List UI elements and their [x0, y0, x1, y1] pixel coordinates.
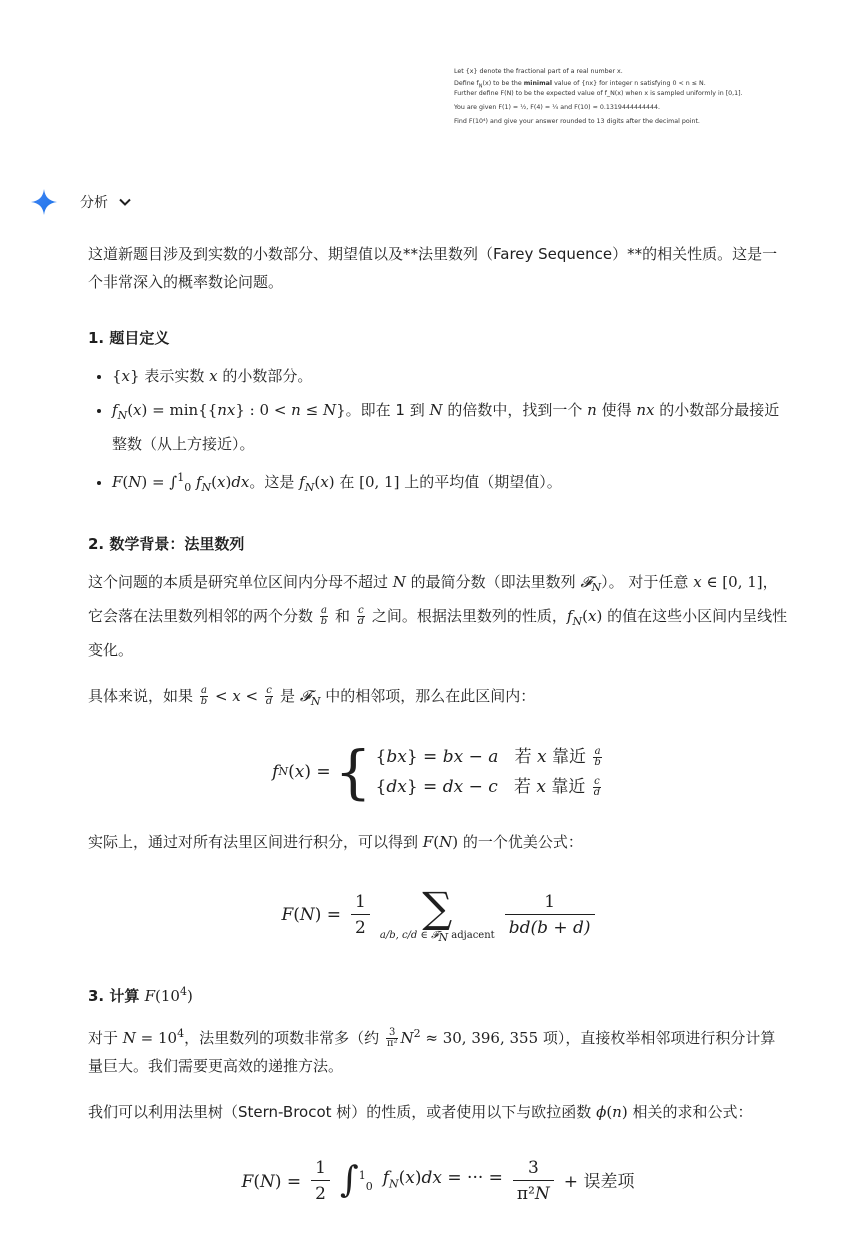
prompt-line-3: Further define F(N) to be the expected value of f_N(x) when x is sampled uniformly in [0,1]. [454, 90, 743, 98]
chevron-down-icon[interactable] [118, 195, 132, 209]
analysis-label: 分析 [80, 195, 108, 211]
prompt-line-4: You are given F(1) = ½, F(4) = ¼ and F(10) ≈ 0.1319444444444. [454, 104, 660, 112]
integral-paragraph: 实际上，通过对所有法里区间进行积分，可以得到 F(N) 的一个优美公式： [88, 833, 583, 851]
prompt-line-1: Let {x} denote the fractional part of a real number x. [454, 68, 623, 75]
adjacent-paragraph: 具体来说，如果 $\frac{a}{b}$ < x < $\frac{c}{d}$ 是 𝓕$_N$ 中的相邻项，那么在此区间内： [88, 685, 536, 708]
intro-paragraph: 这道新题目涉及到实数的小数部分、期望值以及**法里数列（Farey Sequence）**的相关性质。这是一个非常深入的概率数论问题。 [88, 245, 778, 291]
gemini-spark-icon [30, 188, 58, 216]
farey-paragraph: 这个问题的本质是研究单位区间内分母不超过 N 的最简分数（即法里数列 𝓕$_N$）。 对于任意 x ∈ [0, 1]，它会落在法里数列相邻的两个分数 $\frac{a}{b}$ 和 $\frac{c}{d}$ 之间。根据法里数列的性质，$f_N(x)$ 的值在这些小区间内呈线性变化。 [88, 573, 788, 659]
piecewise-formula: f N ( x ) = { {bx} = bx − a 若 x 靠近 $\frac{a}{b}$ {dx} = dx − c 若 x 靠近 $\frac{c}{d}$ [272, 738, 601, 806]
prompt-line-5: Find F(10⁴) and give your answer rounded to 13 digits after the decimal point. [454, 118, 700, 126]
section-2-title: 2. 数学背景：法里数列 [88, 535, 245, 553]
stern-brocot-paragraph: 我们可以利用法里树（Stern-Brocot 树）的性质，或者使用以下与欧拉函数 ϕ(n) 相关的求和公式： [88, 1103, 753, 1121]
analysis-header[interactable] [30, 186, 132, 218]
section-3-title: 3. 计算 $F(10^4)$ [88, 985, 193, 1005]
definition-item: • {x} 表示实数 x 的小数部分。 [112, 362, 788, 390]
section-1-title: 1. 题目定义 [88, 329, 170, 347]
compute-paragraph: 对于 $N = 10^4$，法里数列的项数非常多（约 $\frac{3}{\text{π²}}$ $N^2 \approx 30$, 396, 355 项），直接枚举相邻项进行积分计算量巨大。我们需要更高效的递推方法。 [88, 1027, 776, 1075]
final-formula: F(N) = $\frac{1}{2}$ ∫$^1_0$ $f_N(x)dx$ = ··· = $\frac{3}{\text{π²N}}$ + 误差项 [241, 1158, 635, 1204]
prompt-image [454, 68, 774, 138]
response-content [88, 240, 788, 1233]
definition-item: • F(N) = ∫$^1_0$ $f_N(x)dx$。这是 $f_N(x)$ 在 [0, 1] 上的平均值（期望值）。 [112, 464, 788, 502]
prompt-line-2: Define $f_N(x)$ to be the minimal value of {nx} for integer n satisfying 0 < n ≤ N. [454, 80, 706, 90]
sum-formula: F(N) = $\frac{1}{2}$ ∑ a/b, c/d ∈ 𝓕$_N$ adjacent $\frac{1}{bd(b + d)}$ [88, 886, 788, 944]
definition-item: • $f_N(x) = \min\{\{nx\}$ : 0 < n ≤ N}。即在 1 到 N 的倍数中，找到一个 n 使得 nx 的小数部分最接近整数（从上方接近）。 [112, 396, 788, 458]
definition-list [88, 362, 788, 502]
